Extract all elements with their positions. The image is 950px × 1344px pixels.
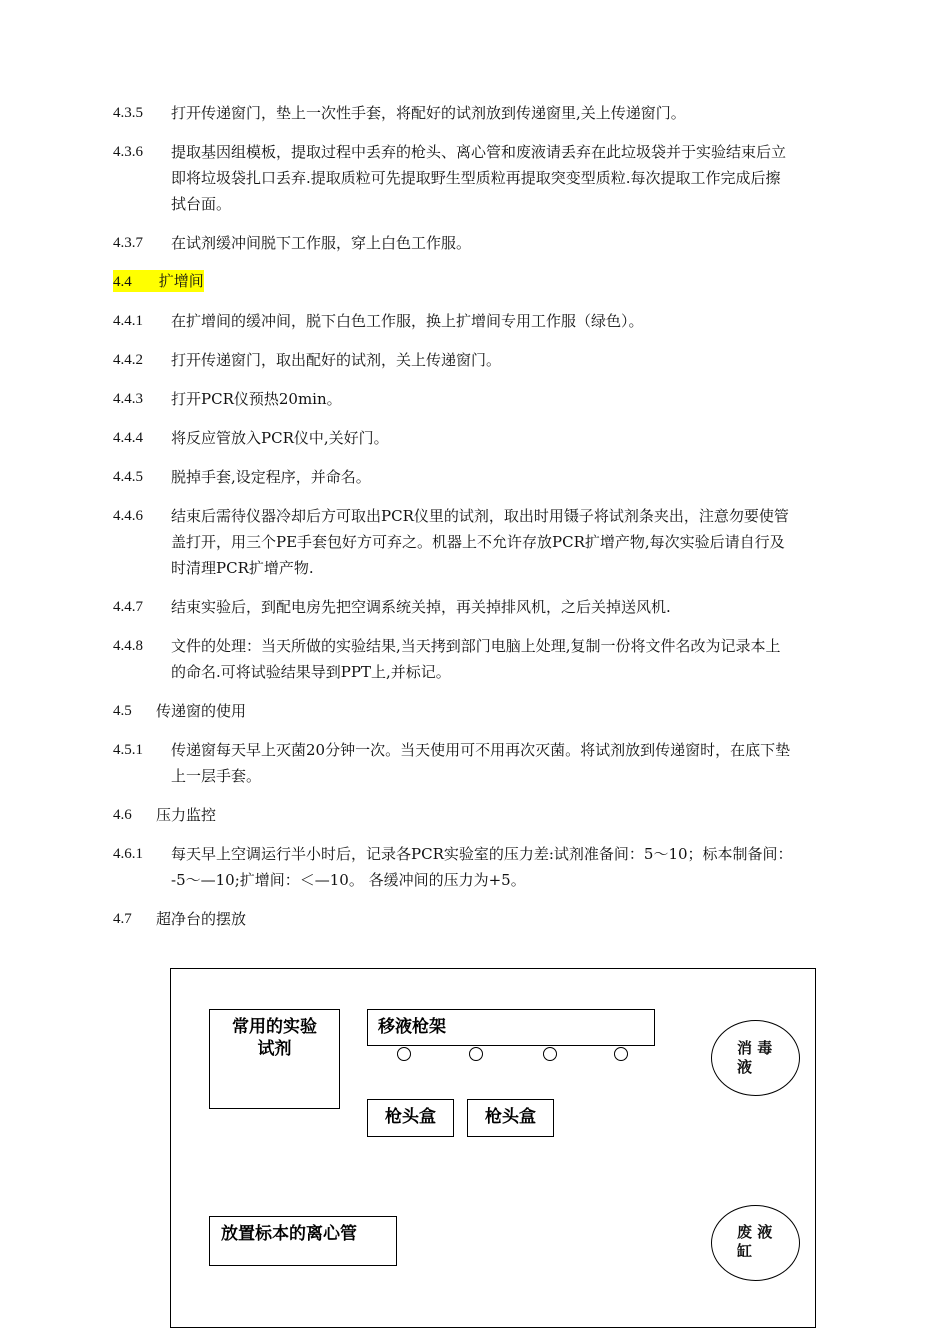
paragraph-4-4-6 (113, 503, 868, 581)
pipette-rack-label: 移液枪架 (378, 1017, 446, 1037)
section-number: 4.3.7 (113, 235, 143, 251)
paragraph-4-4-8 (113, 633, 868, 685)
section-number: 4.4.4 (113, 430, 143, 446)
paragraph-4-3-6 (113, 139, 868, 217)
section-number: 4.4.7 (113, 599, 143, 615)
section-title: 扩增间 (158, 272, 204, 290)
section-number: 4.4.6 (113, 508, 143, 524)
section-number: 4.7 (113, 911, 132, 927)
clean-bench-layout-diagram (170, 968, 816, 1328)
section-number: 4.4.2 (113, 352, 143, 368)
section-title: 超净台的摆放 (156, 910, 247, 928)
pipette-slot-icon (397, 1047, 411, 1061)
section-heading-4-5 (113, 698, 868, 724)
centrifuge-tubes-label: 放置标本的离心管 (221, 1224, 357, 1244)
tip-box-1 (367, 1099, 454, 1137)
section-heading-4-7 (113, 906, 868, 932)
section-number: 4.3.5 (113, 105, 143, 121)
paragraph-line: 结束实验后，到配电房先把空调系统关掉，再关掉排风机，之后关掉送风机. (171, 598, 671, 616)
section-number: 4.5 (113, 703, 132, 719)
paragraph-line: -5～—10;扩增间：＜—10。 各缓冲间的压力为+5。 (171, 871, 526, 889)
paragraph-line: 传递窗每天早上灭菌20分钟一次。当天使用可不用再次灭菌。将试剂放到传递窗时，在底下垫 (171, 741, 791, 759)
disinfectant-label-line2: 液 (737, 1058, 753, 1076)
section-title: 传递窗的使用 (156, 702, 247, 720)
tip-box-2 (467, 1099, 554, 1137)
section-number: 4.4.1 (113, 313, 143, 329)
section-number: 4.4.5 (113, 469, 143, 485)
paragraph-line: 即将垃圾袋扎口丢弃.提取质粒可先提取野生型质粒再提取突变型质粒.每次提取工作完成后擦 (171, 169, 781, 187)
tip-box-1-label: 枪头盒 (385, 1107, 436, 1127)
paragraph-4-4-5 (113, 464, 868, 490)
waste-liquid-label-line1: 废 液 (737, 1223, 773, 1241)
pipette-slot-icon (614, 1047, 628, 1061)
pipette-slot-icon (469, 1047, 483, 1061)
section-number: 4.5.1 (113, 742, 143, 758)
section-number: 4.4.3 (113, 391, 143, 407)
paragraph-line: 在试剂缓冲间脱下工作服，穿上白色工作服。 (171, 234, 472, 252)
paragraph-line: 文件的处理：当天所做的实验结果,当天拷到部门电脑上处理,复制一份将文件名改为记录本上 (171, 637, 781, 655)
paragraph-line: 提取基因组模板，提取过程中丢弃的枪头、离心管和废液请丢弃在此垃圾袋并于实验结束后立 (171, 143, 787, 161)
paragraph-line: 打开传递窗门，垫上一次性手套，将配好的试剂放到传递窗里,关上传递窗门。 (171, 104, 686, 122)
section-heading-4-6 (113, 802, 868, 828)
paragraph-4-4-3 (113, 386, 868, 412)
section-number: 4.4.8 (113, 638, 143, 654)
paragraph-line: 打开PCR仪预热20min。 (171, 390, 342, 408)
section-heading-4-4 (113, 270, 204, 292)
paragraph-4-3-5 (113, 100, 868, 126)
section-number: 4.6 (113, 807, 132, 823)
paragraph-4-4-1 (113, 308, 868, 334)
section-number: 4.4 (113, 274, 132, 290)
paragraph-line: 每天早上空调运行半小时后，记录各PCR实验室的压力差:试剂准备间：5～10；标本制备间： (171, 845, 793, 863)
paragraph-4-5-1 (113, 737, 868, 789)
paragraph-line: 脱掉手套,设定程序，并命名。 (171, 468, 371, 486)
paragraph-4-4-2 (113, 347, 868, 373)
paragraph-line: 在扩增间的缓冲间，脱下白色工作服，换上扩增间专用工作服（绿色）。 (171, 312, 644, 330)
disinfectant-circle (711, 1020, 800, 1096)
waste-liquid-label-line2: 缸 (737, 1242, 753, 1260)
pipette-rack-box (367, 1009, 655, 1046)
section-number: 4.6.1 (113, 846, 143, 862)
paragraph-line: 盖打开，用三个PE手套包好方可弃之。机器上不允许存放PCR扩增产物,每次实验后请自行及 (171, 533, 785, 551)
paragraph-line: 拭台面。 (171, 195, 232, 213)
paragraph-line: 的命名.可将试验结果导到PPT上,并标记。 (171, 663, 451, 681)
paragraph-4-3-7 (113, 230, 868, 256)
section-number: 4.3.6 (113, 144, 143, 160)
paragraph-line: 时清理PCR扩增产物. (171, 559, 314, 577)
waste-liquid-circle (711, 1205, 800, 1281)
paragraph-line: 结束后需待仪器冷却后方可取出PCR仪里的试剂，取出时用镊子将试剂条夹出，注意勿要使管 (171, 507, 789, 525)
section-title: 压力监控 (156, 806, 217, 824)
paragraph-4-6-1 (113, 841, 868, 893)
common-reagents-box (209, 1009, 340, 1109)
paragraph-line: 上一层手套。 (171, 767, 262, 785)
common-reagents-label-line2: 试剂 (257, 1039, 292, 1059)
common-reagents-label-line1: 常用的实验 (232, 1017, 317, 1037)
tip-box-2-label: 枪头盒 (485, 1107, 536, 1127)
centrifuge-tubes-box (209, 1216, 397, 1266)
paragraph-4-4-7 (113, 594, 868, 620)
disinfectant-label-line1: 消 毒 (737, 1039, 773, 1057)
paragraph-line: 打开传递窗门，取出配好的试剂，关上传递窗门。 (171, 351, 502, 369)
paragraph-line: 将反应管放入PCR仪中,关好门。 (171, 429, 389, 447)
pipette-slot-icon (543, 1047, 557, 1061)
paragraph-4-4-4 (113, 425, 868, 451)
